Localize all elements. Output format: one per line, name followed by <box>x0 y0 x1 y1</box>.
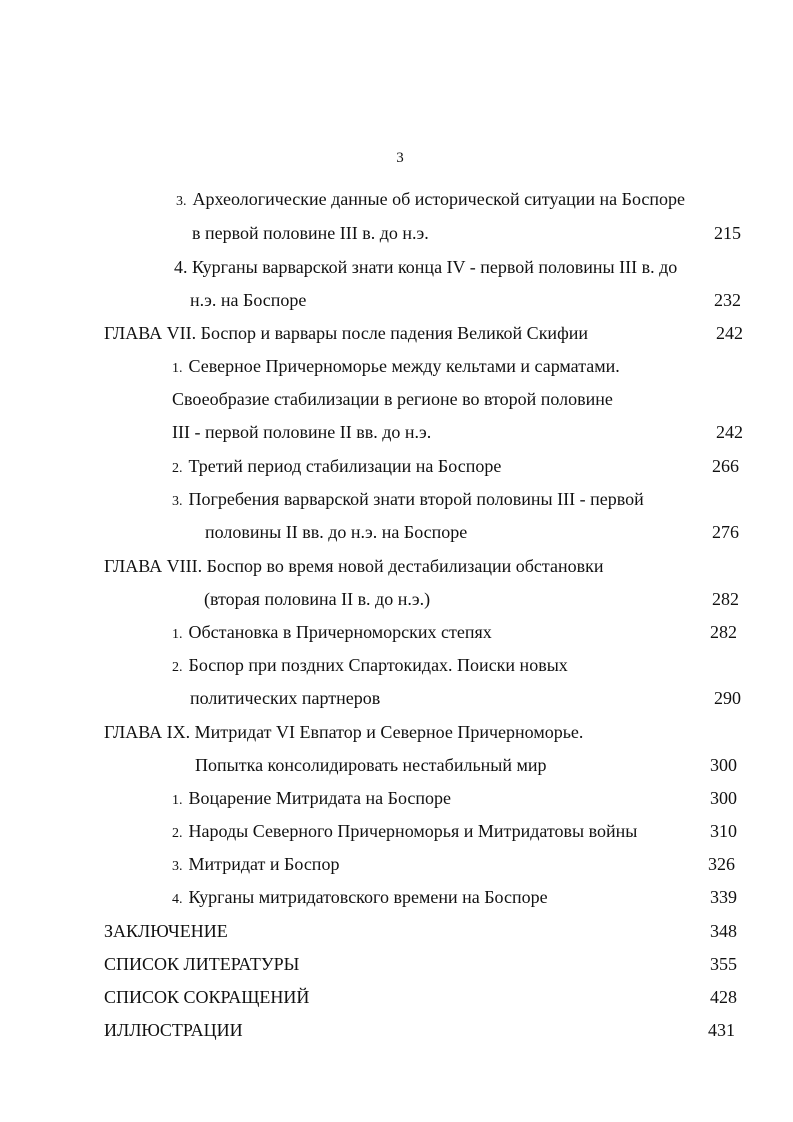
page-number: 3 <box>396 150 404 166</box>
toc-entry-number: 2. <box>172 826 183 841</box>
chapter-9-title: ГЛАВА IX. Митридат VI Евпатор и Северное Причерноморье. <box>104 722 584 742</box>
toc-page-number: 215 <box>714 223 741 243</box>
toc-entry-8-1 <box>172 621 492 646</box>
toc-entry-9-2 <box>172 820 637 845</box>
toc-entry-number: 1. <box>172 793 183 808</box>
toc-entry-text: Археологические данные об исторической ситуации на Боспоре <box>192 189 686 209</box>
conclusion-title: ЗАКЛЮЧЕНИЕ <box>104 921 228 941</box>
toc-entry-7-1-continuation: III - первой половине II вв. до н.э. <box>172 422 432 442</box>
toc-page-number: 290 <box>714 688 741 708</box>
toc-entry-number: 3. <box>176 194 187 209</box>
chapter-8-title: ГЛАВА VIII. Боспор во время новой дестабилизации обстановки <box>104 556 604 576</box>
toc-entry-3-continuation: в первой половине III в. до н.э. <box>192 223 429 243</box>
toc-entry-number: 3. <box>172 859 183 874</box>
toc-entry-number: 2. <box>172 660 183 675</box>
toc-entry-number: 3. <box>172 494 183 509</box>
toc-page-number: 300 <box>710 788 737 808</box>
toc-entry-text: Обстановка в Причерноморских степях <box>188 622 492 642</box>
toc-entry-9-3 <box>172 853 339 878</box>
toc-page-number: 232 <box>714 290 741 310</box>
toc-entry-text: Народы Северного Причерноморья и Митридатовы войны <box>188 821 638 841</box>
toc-entry-7-1-continuation: Своеобразие стабилизации в регионе во второй половине <box>172 389 613 409</box>
illustrations-title: ИЛЛЮСТРАЦИИ <box>104 1020 243 1040</box>
toc-entry-number: 2. <box>172 461 183 476</box>
toc-page-number: 326 <box>708 854 735 874</box>
toc-entry-7-3-continuation: половины II вв. до н.э. на Боспоре <box>205 522 468 542</box>
toc-page-number: 431 <box>708 1020 735 1040</box>
toc-entry-3 <box>176 188 685 213</box>
toc-entry-7-1 <box>172 355 620 380</box>
toc-page-number: 310 <box>710 821 737 841</box>
toc-entry-4: 4. Курганы варварской знати конца IV - первой половины III в. до <box>174 257 678 277</box>
toc-entry-7-2 <box>172 455 501 480</box>
toc-page-number: 282 <box>710 622 737 642</box>
toc-entry-text: Третий период стабилизации на Боспоре <box>188 456 502 476</box>
toc-page-number: 348 <box>710 921 737 941</box>
toc-page-number: 355 <box>710 954 737 974</box>
toc-entry-text: Митридат и Боспор <box>188 854 340 874</box>
chapter-8-title-continuation: (вторая половина II в. до н.э.) <box>204 589 431 609</box>
toc-entry-7-3 <box>172 488 644 513</box>
toc-entry-text: Боспор при поздних Спартокидах. Поиски новых <box>188 655 568 675</box>
toc-entry-8-2-continuation: политических партнеров <box>190 688 381 708</box>
toc-entry-number: 4. <box>172 892 183 907</box>
toc-page-number: 428 <box>710 987 737 1007</box>
toc-entry-8-2 <box>172 654 568 679</box>
literature-title: СПИСОК ЛИТЕРАТУРЫ <box>104 954 300 974</box>
toc-entry-number: 1. <box>172 361 183 376</box>
toc-entry-4-continuation: н.э. на Боспоре <box>190 290 307 310</box>
toc-page-number: 339 <box>710 887 737 907</box>
chapter-9-title-continuation: Попытка консолидировать нестабильный мир <box>195 755 547 775</box>
toc-entry-9-4 <box>172 886 548 911</box>
toc-page-number: 266 <box>712 456 739 476</box>
toc-page-number: 300 <box>710 755 737 775</box>
abbreviations-title: СПИСОК СОКРАЩЕНИЙ <box>104 987 310 1007</box>
chapter-7-title: ГЛАВА VII. Боспор и варвары после падения Великой Скифии <box>104 323 588 343</box>
toc-entry-text: Курганы митридатовского времени на Боспоре <box>188 887 548 907</box>
toc-entry-9-1 <box>172 787 451 812</box>
toc-page-number: 242 <box>716 422 743 442</box>
toc-page-number: 242 <box>716 323 743 343</box>
toc-entry-number: 1. <box>172 627 183 642</box>
toc-page-number: 276 <box>712 522 739 542</box>
toc-page-number: 282 <box>712 589 739 609</box>
toc-entry-text: Северное Причерноморье между кельтами и сарматами. <box>188 356 620 376</box>
toc-entry-text: Погребения варварской знати второй половины III - первой <box>188 489 644 509</box>
toc-entry-text: Воцарение Митридата на Боспоре <box>188 788 452 808</box>
